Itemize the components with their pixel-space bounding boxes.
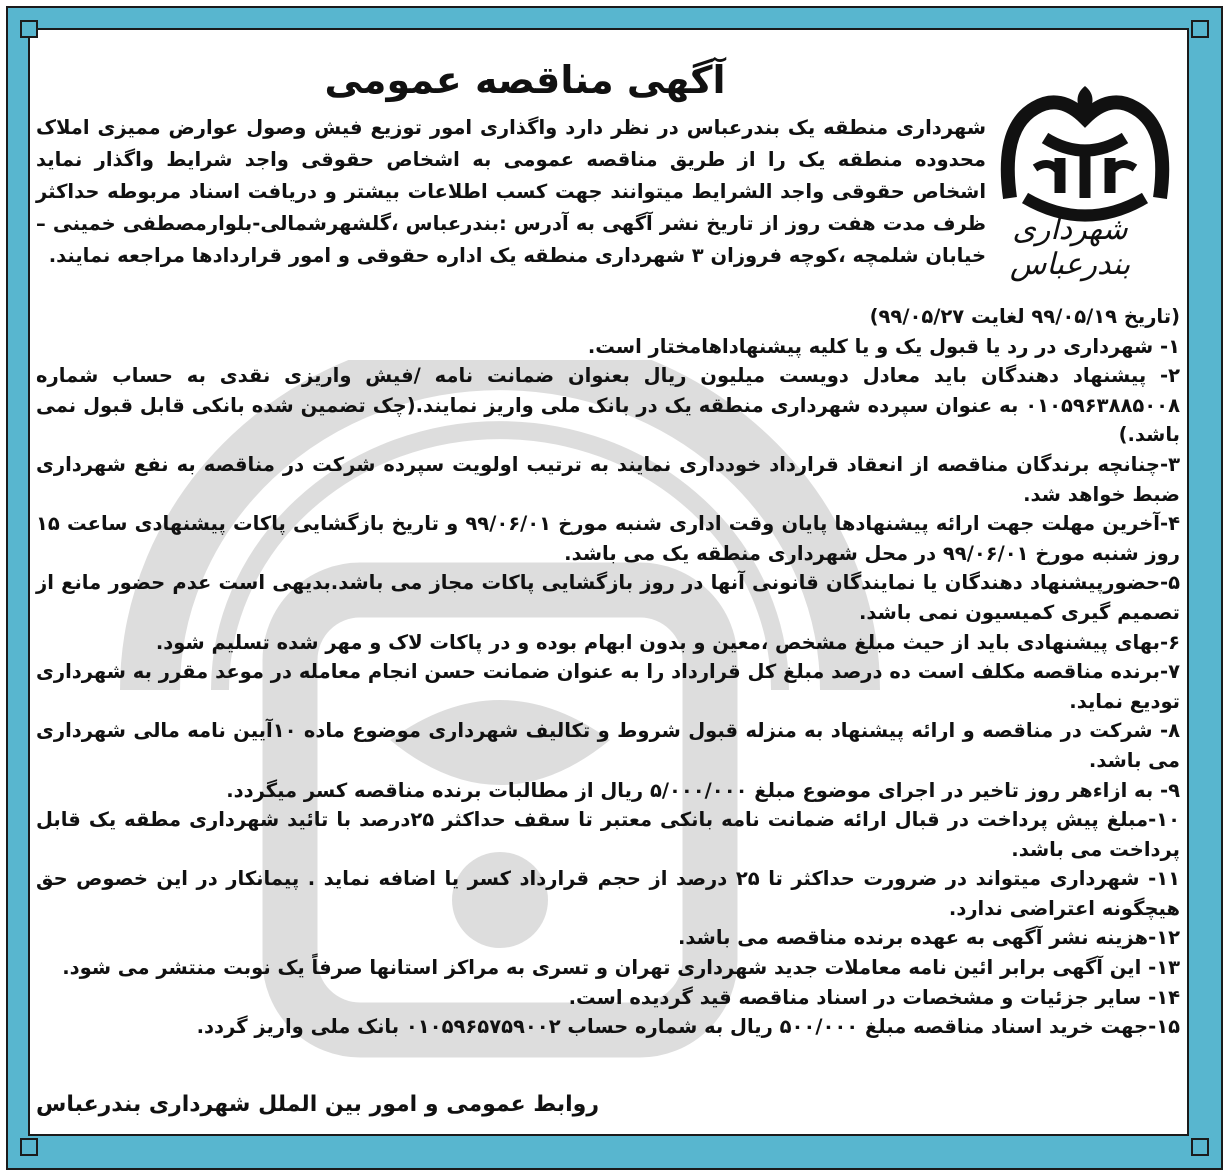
list-item: ۹- به ازاءهر روز تاخیر در اجرای موضوع مبلغ ۵/۰۰۰/۰۰۰ ریال از مطالبات برنده مناقصه کسر میگردد. [226,778,1180,802]
list-item: ۷-برنده مناقصه مکلف است ده درصد مبلغ کل قرارداد را به عنوان ضمانت حسن انجام معامله در موعد مقرر به شهرداری تودیع نماید. [36,660,1180,713]
frame-corner-ornament [1191,20,1209,38]
list-item: ۱۴- سایر جزئیات و مشخصات در اسناد مناقصه قید گردیده است. [568,985,1180,1009]
frame-corner-ornament [1191,1138,1209,1156]
list-item: ۶-بهای پیشنهادی باید از حیث مبلغ مشخص ،معین و بدون ابهام بوده و در پاکات لاک و مهر شده تسلیم شود. [155,630,1180,654]
frame-corner-ornament [20,1138,38,1156]
list-item: ۱- شهرداری در رد یا قبول یک و یا کلیه پیشنهاداهامختار است. [587,334,1180,358]
list-item: ۱۳- این آگهی برابر ائین نامه معاملات جدید شهرداری تهران و تسری به مراکز استانها صرفاً یک نوبت منتشر می شود. [62,956,1180,980]
list-item: ۱۵-جهت خرید اسناد مناقصه مبلغ ۵۰۰/۰۰۰ ریال به شماره حساب ۰۱۰۵۹۶۵۷۵۹۰۰۲ بانک ملی واریز گردد. [196,1015,1180,1039]
list-item: ۱۰-مبلغ پیش پرداخت در قبال ارائه ضمانت نامه بانکی معتبر تا سقف حداکثر ۲۵درصد با تائید شهرداری مطقه یک قابل پرداخت می باشد. [36,808,1180,861]
list-item: ۵-حضورپیشنهاد دهندگان یا نمایندگان قانونی آنها در روز بازگشایی پاکات مجاز می باشد.بدیهی است عدم حضور مانع از تصمیم گیری کمیسیون نمی باشد. [36,571,1180,624]
signature-footer: روابط عمومی و امور بین الملل شهرداری بندرعباس [36,1092,600,1117]
list-item: ۱۱- شهرداری میتواند در ضرورت حداکثر تا ۲۵ درصد از حجم قرارداد کسر یا اضافه نماید . پیمانکار در این خصوص حق هیچگونه اعتراضی ندارد. [36,867,1181,920]
page-title: آگهی مناقصه عمومی [324,58,726,102]
frame-corner-ornament [20,20,38,38]
list-item: ۱۲-هزینه نشر آگهی به عهده برنده مناقصه می باشد. [677,926,1180,950]
list-item: ۴-آخرین مهلت جهت ارائه پیشنهادها پایان وقت اداری شنبه مورخ ۹۹/۰۶/۰۱ و تاریخ بازگشایی پاکات پیشنهادی ساعت ۱۵ روز شنبه مورخ ۹۹/۰۶/۰۱ در محل شهرداری منطقه یک می باشد. [36,512,1180,565]
list-item: ۳-چنانچه برندگان مناقصه از انعقاد قرارداد خودداری نمایند به ترتیب اولویت سپرده شرکت در مناقصه به نفع شهرداری ضبط خواهد شد. [36,452,1180,506]
intro-paragraph: شهرداری منطقه یک بندرعباس در نظر دارد واگذاری امور توزیع فیش وصول عوارض ممیزی املاک محدوده منطقه یک را از طریق مناقصه عمومی به اشخاص حقوقی واجد شرایط واگذار نماید اشخاص حقوقی واجد الشرایط میتوانند جهت کسب اطلاعات بیشتر و دریافت اسناد مربوطه حداکثر ظرف مدت هفت روز از تاریخ نشر آگهی به آدرس :بندرعباس ،گلشهرشمالی-بلوارمصطفی خمینی –خیابان شلمچه ،کوچه فروزان ۳ شهرداری منطقه یک اداره حقوقی و امور قراردادها مراجعه نمایند. [36,116,986,267]
list-item: ۲- پیشنهاد دهندگان باید معادل دویست میلیون ریال بعنوان ضمانت نامه /فیش واریزی نقدی به حساب شماره ۰۱۰۵۹۶۳۸۸۵۰۰۸ به عنوان سپرده شهرداری منطقه یک در بانک ملی واریز نمایند.(چک تضمین شده بانکی قابل قبول نمی باشد.) [36,364,1180,447]
logo-caption: شهرداری بندرعباس [1009,212,1131,282]
list-item: ۸- شرکت در مناقصه و ارائه پیشنهاد به منزله قبول شروط و تکالیف شهرداری موضوع ماده ۱۰آیین نامه مالی شهرداری می باشد. [36,719,1180,772]
date-range: (تاریخ ۹۹/۰۵/۱۹ لغایت ۹۹/۰۵/۲۷) [869,305,1180,328]
conditions-list [36,302,1180,1042]
